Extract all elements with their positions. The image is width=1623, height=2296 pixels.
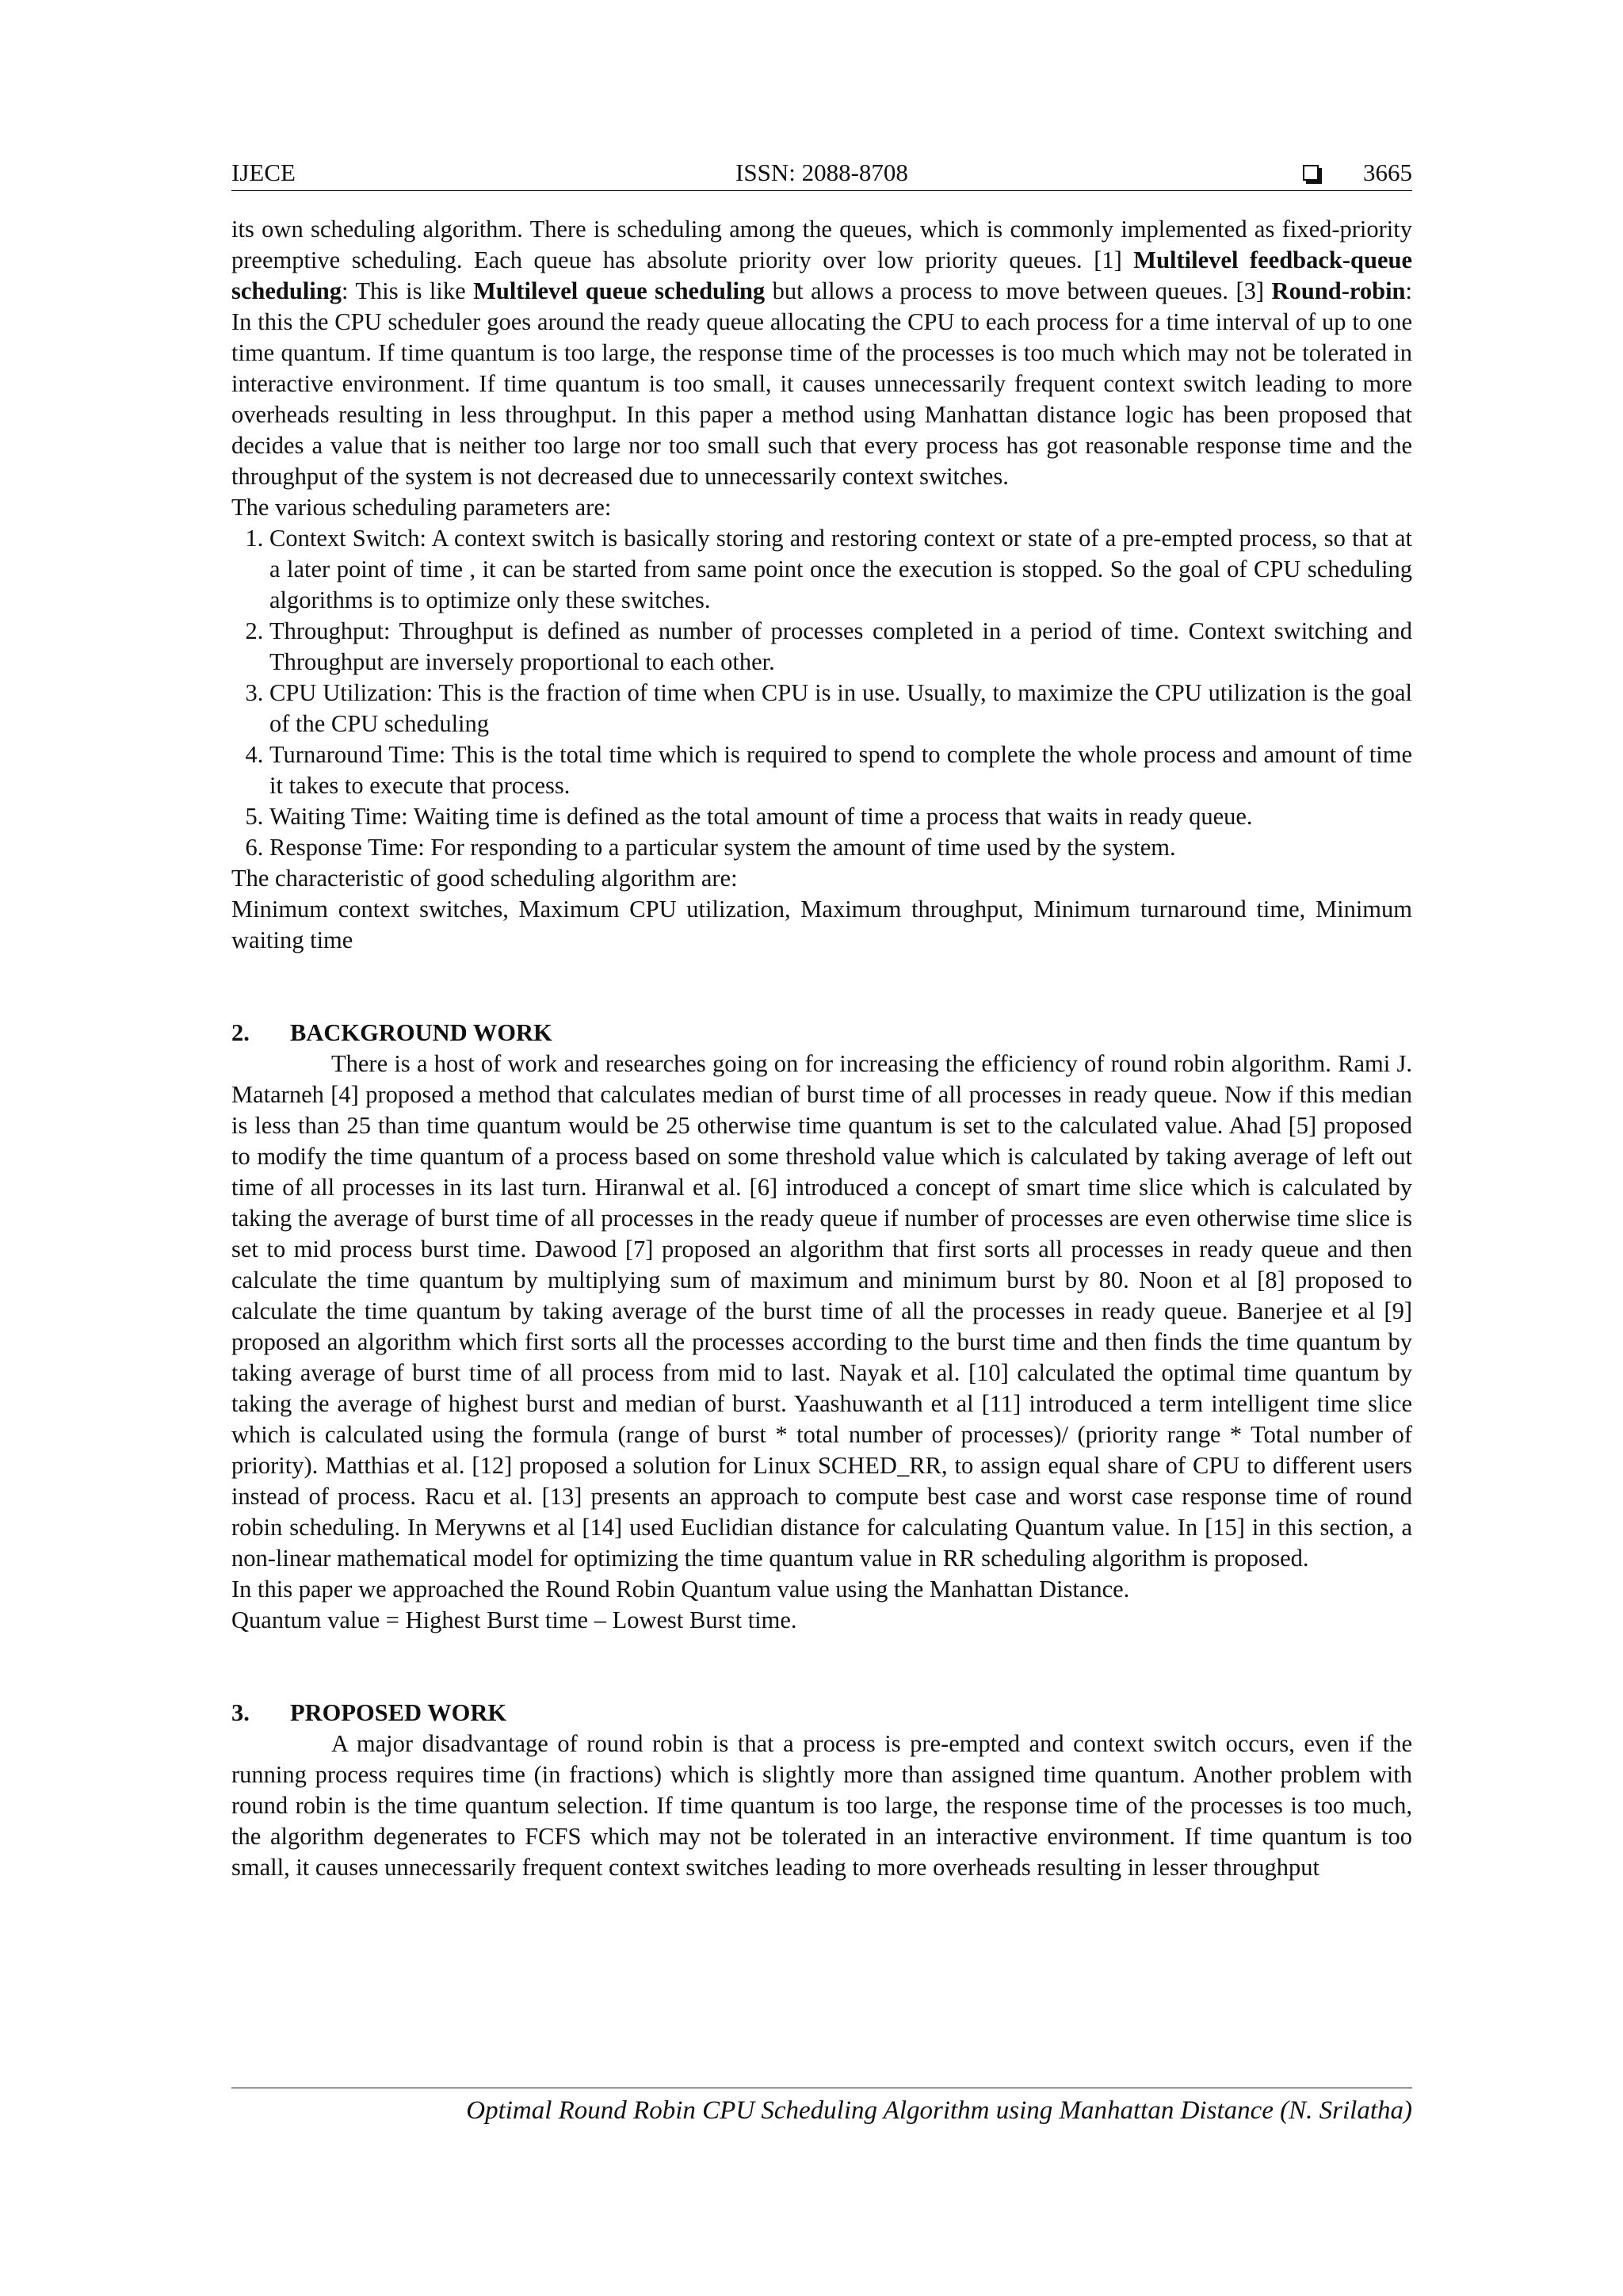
parameters-list [231,523,1412,863]
section-title: PROPOSED WORK [290,1699,507,1726]
list-item: 5. Waiting Time: Waiting time is defined as the total amount of time a process that waits in ready queue. [269,801,1412,832]
list-item: 3. CPU Utilization: This is the fraction of time when CPU is in use. Usually, to maximize the CPU utilization is the goal of the CPU scheduling [269,678,1412,739]
proposed-paragraph: A major disadvantage of round robin is that a process is pre-empted and context switch occurs, even if the running process requires time (in fractions) which is slightly more than assigned time quantum. Another problem with round robin is the time quantum selection. If time quantum is too large, the response time of the processes is too much, the algorithm degenerates to FCFS which may not be tolerated in an interactive environment. If time quantum is too small, it causes unnecessarily frequent context switches leading to more overheads resulting in lesser throughput [231,1730,1412,1881]
term-multilevel-feedback: Multilevel feedback-queue scheduling [231,246,1412,304]
header-rule [231,190,1412,191]
section-number: 2. [231,1019,250,1046]
section-title: BACKGROUND WORK [290,1019,552,1046]
list-item: 4. Turnaround Time: This is the total time which is required to spend to complete the whole process and amount of time it takes to execute that process. [269,739,1412,801]
page-body [231,214,1412,1883]
section-number: 3. [231,1699,250,1726]
page-header [231,155,1412,190]
characteristic-list: Minimum context switches, Maximum CPU utilization, Maximum throughput, Minimum turnaround time, Minimum waiting time [231,896,1412,953]
characteristic-intro: The characteristic of good scheduling algorithm are: [231,865,738,892]
running-title: Optimal Round Robin CPU Scheduling Algorithm using Manhattan Distance (N. Srilatha) [466,2096,1412,2125]
term-multilevel-queue: Multilevel queue scheduling [473,277,766,304]
section-heading-background [231,1018,1412,1049]
square-bullet-icon [1303,165,1319,181]
journal-name: IJECE [231,159,296,186]
quantum-formula: Quantum value = Highest Burst time – Lowest Burst time. [231,1606,797,1633]
list-item: 6. Response Time: For responding to a particular system the amount of time used by the system. [269,832,1412,863]
issn: ISSN: 2088-8708 [735,159,908,186]
term-round-robin: Round-robin [1271,277,1406,304]
page-number: 3665 [1363,159,1412,186]
list-item: 1. Context Switch: A context switch is basically storing and restoring context or state of a pre-empted process, so that at a later point of time , it can be started from same point once the execution is stopped. So the goal of CPU scheduling algorithms is to optimize only these switches. [269,523,1412,616]
background-approach: In this paper we approached the Round Robin Quantum value using the Manhattan Distance. [231,1576,1130,1603]
background-paragraph: There is a host of work and researches going on for increasing the efficiency of round robin algorithm. Rami J. Matarneh [4] proposed a method that calculates median of burst time of all processes in ready queue. Now if this median is less than 25 than time quantum would be 25 otherwise time quantum is set to the calculated value. Ahad [5] proposed to modify the time quantum of a process based on some threshold value which is calculated by taking average of left out time of all processes in its last turn. Hiranwal et al. [6] introduced a concept of smart time slice which is calculated by taking the average of burst time of all processes in the ready queue if number of processes are even otherwise time slice is set to mid process burst time. Dawood [7] proposed an algorithm that first sorts all processes in ready queue and then calculate the time quantum by multiplying sum of maximum and minimum burst by 80. Noon et al [8] proposed to calculate the time quantum by taking average of the burst time of all the processes in ready queue. Banerjee et al [9] proposed an algorithm which first sorts all the processes according to the burst time and then finds the time quantum by taking average of burst time of all process from mid to last. Nayak et al. [10] calculated the optimal time quantum by taking the average of highest burst and median of burst. Yaashuwanth et al [11] introduced a term intelligent time slice which is calculated using the formula (range of burst * total number of processes)/ (priority range * Total number of priority). Matthias et al. [12] proposed a solution for Linux SCHED_RR, to assign equal share of CPU to different users instead of process. Racu et al. [13] presents an approach to compute best case and worst case response time of round robin scheduling. In Merywns et al [14] used Euclidian distance for calculating Quantum value. In [15] in this section, a non-linear mathematical model for optimizing the time quantum value in RR scheduling algorithm is proposed. [231,1050,1412,1572]
intro-paragraph: its own scheduling algorithm. There is scheduling among the queues, which is commonly implemented as fixed-priority preemptive scheduling. Each queue has absolute priority over low priority queues. [1] Multilevel feedback-queue scheduling: This is like Multilevel queue scheduling but allows a process to move between queues. [3] Round-robin: In this the CPU scheduler goes around the ready queue allocating the CPU to each process for a time interval of up to one time quantum. If time quantum is too large, the response time of the processes is too much which may not be tolerated in interactive environment. If time quantum is too small, it causes unnecessarily frequent context switch leading to more overheads resulting in less throughput. In this paper a method using Manhattan distance logic has been proposed that decides a value that is neither too large nor too small such that every process has got reasonable response time and the throughput of the system is not decreased due to unnecessarily context switches. [231,216,1412,490]
list-item: 2. Throughput: Throughput is defined as number of processes completed in a period of time. Context switching and Throughput are inversely proportional to each other. [269,616,1412,678]
params-intro: The various scheduling parameters are: [231,494,612,521]
section-heading-proposed [231,1698,1412,1729]
